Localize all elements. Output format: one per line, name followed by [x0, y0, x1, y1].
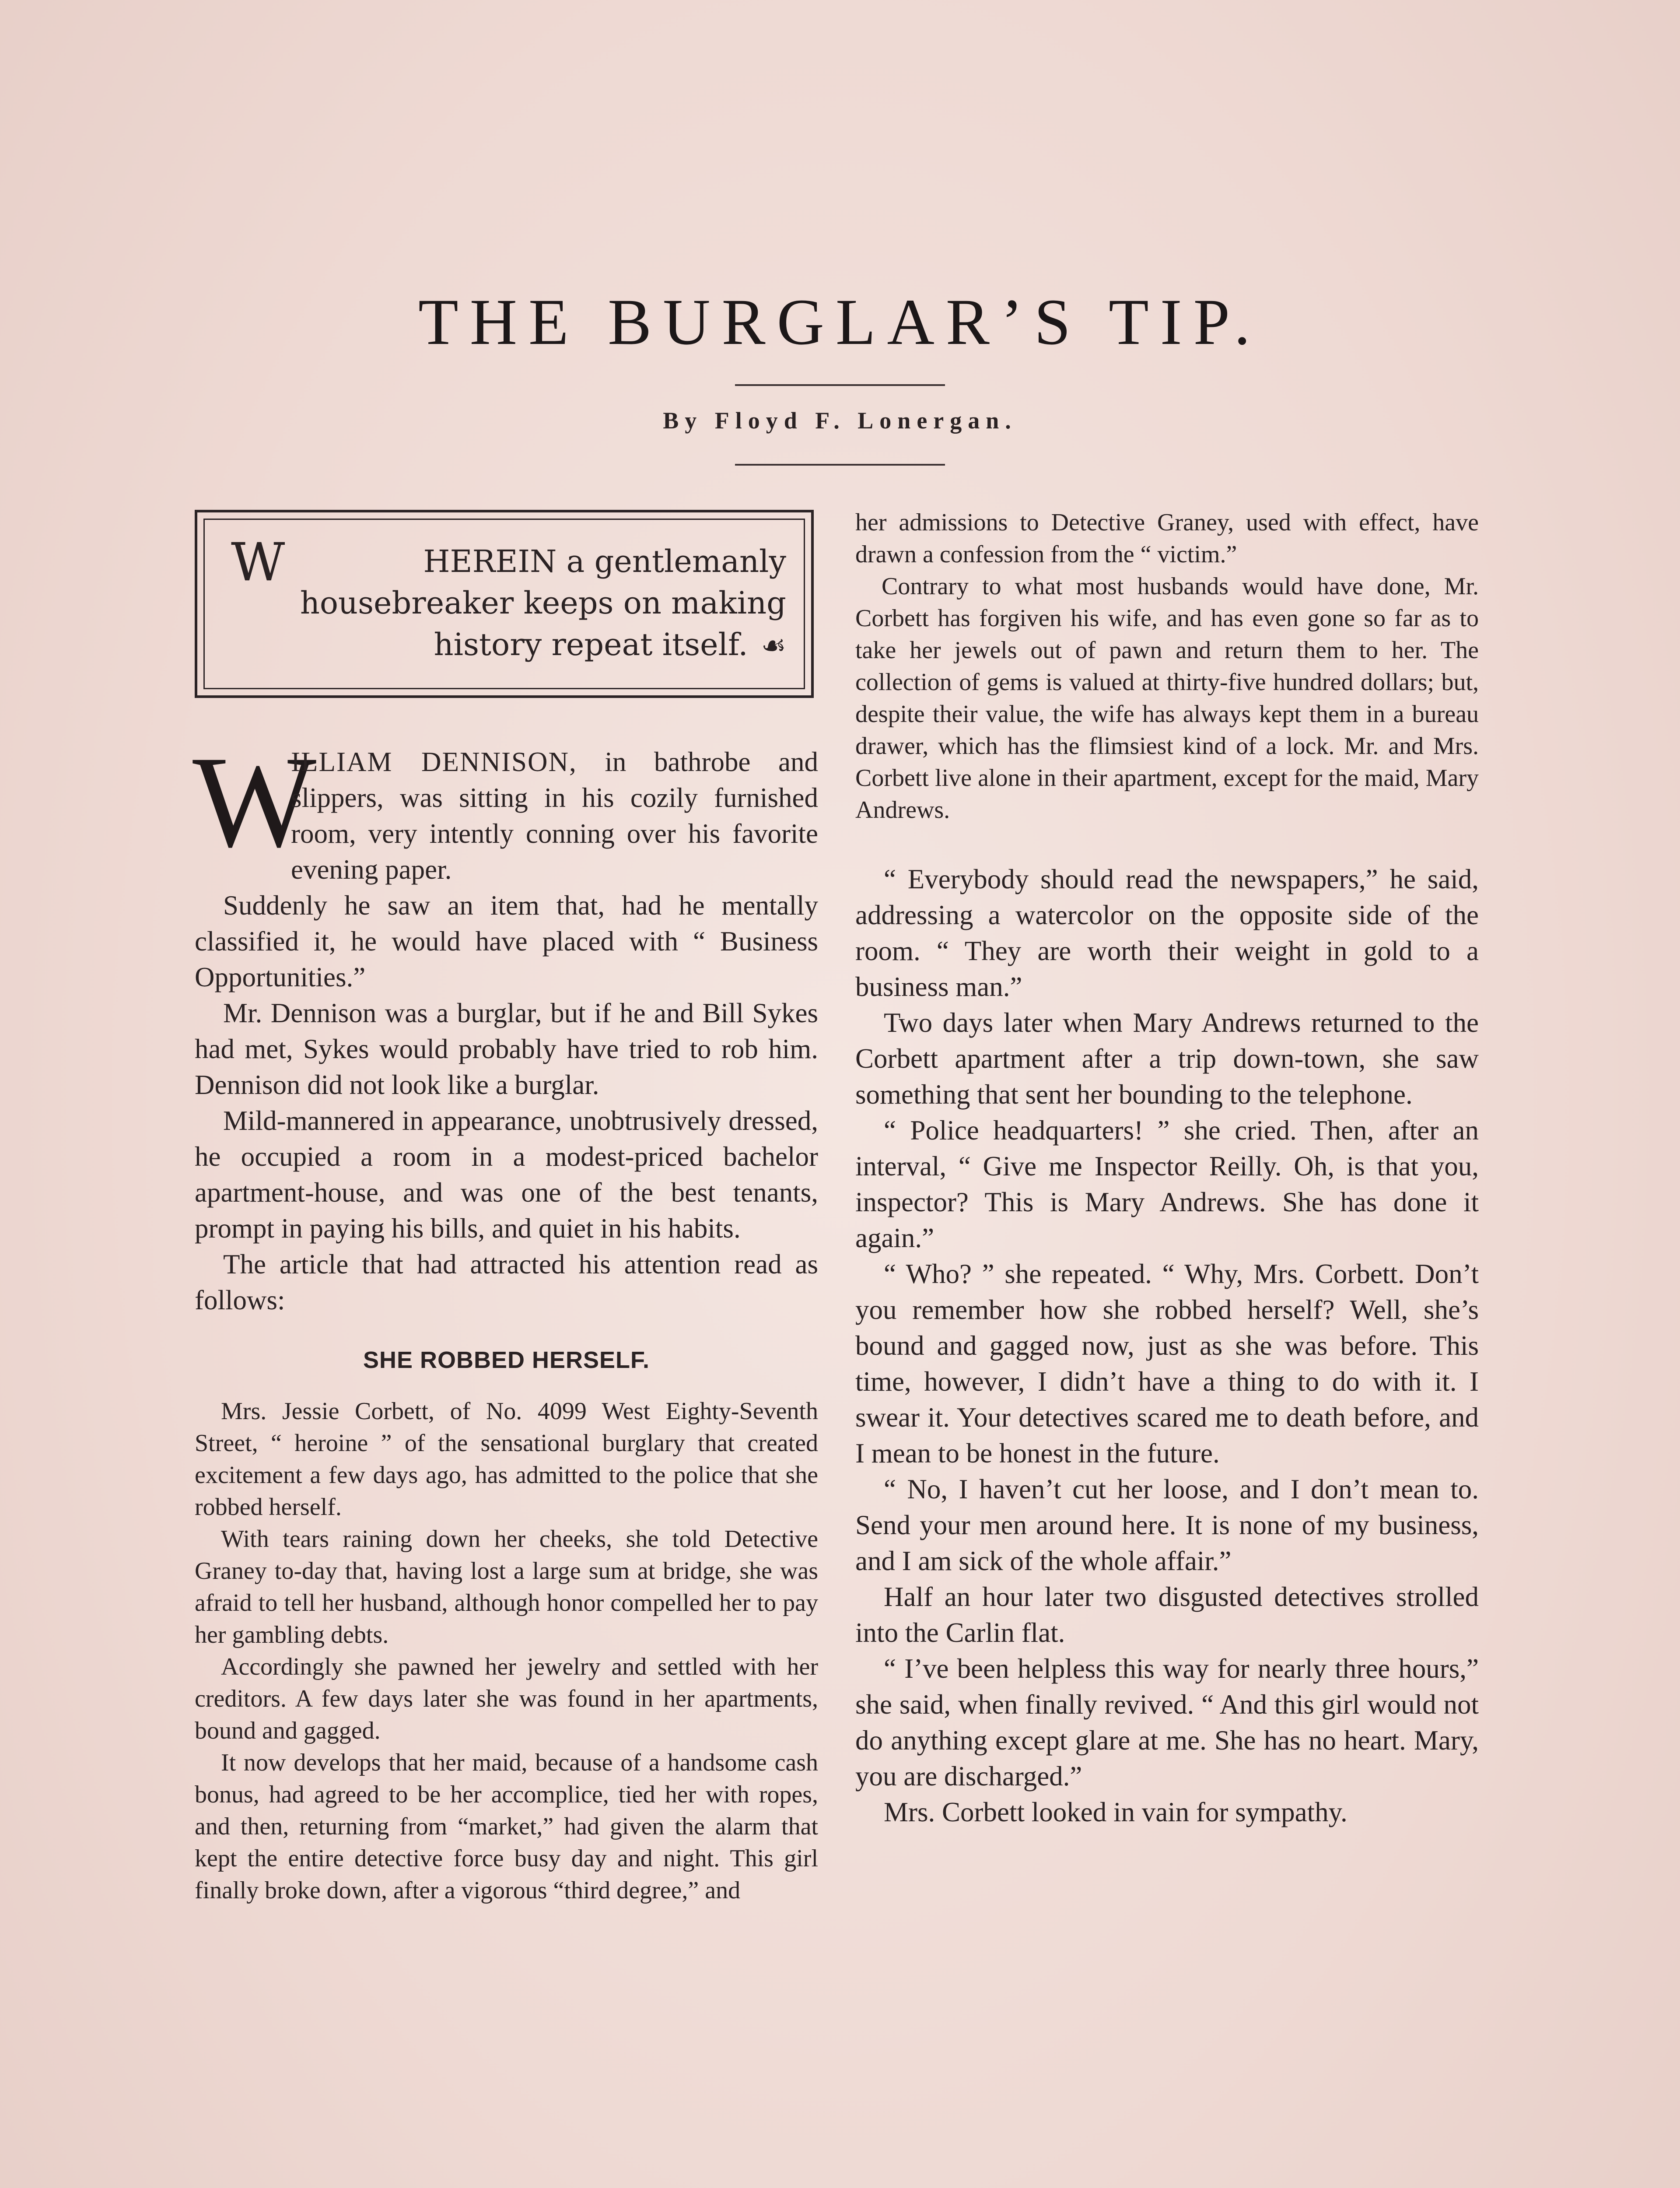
clipping-right — [855, 507, 1479, 826]
story-paragraph: Mr. Dennison was a burglar, but if he and Bill Sykes had met, Sykes would probably have tried to rob him. Dennison did not look like a burglar. — [195, 998, 818, 1100]
teaser-box — [195, 510, 814, 698]
story-paragraph: Two days later when Mary Andrews returned to the Corbett apartment after a trip down-town, she saw something that sent her bounding to the telephone. — [855, 1007, 1479, 1110]
story-paragraph: “ Who? ” she repeated. “ Why, Mrs. Corbett. Don’t you remember how she robbed herself? Well, she’s bound and gagged now, just as she was before. This time, however, I didn’t have a thing to do with it. I swear it. Your detectives scared me to death before, and I mean to be honest in the future. — [855, 1259, 1479, 1469]
story-paragraph: “ Everybody should read the newspapers,” he said, addressing a watercolor on the opposite side of the room. “ They are worth their weight in gold to a business man.” — [855, 864, 1479, 1002]
clipping-headline: SHE ROBBED HERSELF. — [363, 1347, 650, 1373]
first-paragraph-rest: in bathrobe and slippers, was sitting in his cozily furnished room, very intently conning over his favorite evening paper. — [291, 747, 819, 885]
clipping-paragraph: Contrary to what most husbands would have done, Mr. Corbett has forgiven his wife, and has even gone so far as to take her jewels out of pawn and return them to her. The collection of gems is valued at thirty-five hundred dollars; but, despite their value, the wife has always kept them in a bureau drawer, which has the flimsiest kind of a lock. Mr. and Mrs. Corbett live alone in their apartment, except for the maid, Mary Andrews. — [855, 573, 1479, 824]
clipping-paragraph: With tears raining down her cheeks, she told Detective Graney to-day that, having lost a large sum at bridge, she was afraid to tell her husband, although honor compelled her to pay her gambling debts. — [195, 1525, 818, 1648]
clipping-paragraph: Mrs. Jessie Corbett, of No. 4099 West Eighty-Seventh Street, “ heroine ” of the sensational burglary that created excitement a few days ago, has admitted to the police that she robbed herself. — [195, 1398, 818, 1521]
story-paragraph: The article that had attracted his attention read as follows: — [195, 1249, 818, 1315]
teaser-text — [231, 541, 786, 667]
fleuron-ornament-icon: ☙ — [761, 630, 786, 662]
story-paragraph: Half an hour later two disgusted detectives strolled into the Carlin flat. — [855, 1581, 1479, 1648]
drop-cap: W — [192, 729, 317, 874]
first-words: ILLIAM DENNISON, — [291, 747, 577, 777]
story-paragraph: “ Police headquarters! ” she cried. Then, after an interval, “ Give me Inspector Reilly. Oh, is that you, inspector? This is Mary Andrews. She has done it again.” — [855, 1115, 1479, 1253]
story-paragraph: Mrs. Corbett looked in vain for sympathy. — [884, 1797, 1348, 1827]
clipping-left — [195, 1396, 818, 1907]
clipping-paragraph: It now develops that her maid, because of a handsome cash bonus, had agreed to be her accomplice, tied her with ropes, and then, returning from “market,” had given the alarm that kept the entire detective force busy day and night. This girl finally broke down, after a vigorous “third degree,” and — [195, 1749, 818, 1904]
title-rule-top — [735, 384, 945, 386]
clipping-paragraph: Accordingly she pawned her jewelry and settled with her creditors. A few days later she was found in her apartments, bound and gagged. — [195, 1653, 818, 1744]
right-column — [855, 507, 1479, 1830]
story-paragraph: “ I’ve been helpless this way for nearly three hours,” she said, when finally revived. “ And this girl would not do anything except glare at me. She has no heart. Mary, you are discharged.” — [855, 1653, 1479, 1792]
story-title: THE BURGLAR’S TIP. — [418, 286, 1262, 358]
teaser-inner-frame — [203, 519, 805, 689]
story-paragraph: “ No, I haven’t cut her loose, and I don’t mean to. Send your men around here. It is none of my business, and I am sick of the whole affair.” — [855, 1474, 1479, 1576]
left-column-story — [192, 729, 819, 1907]
story-paragraph: Suddenly he saw an item that, had he mentally classified it, he would have placed with “ Business Opportunities.” — [195, 890, 818, 992]
story-paragraph: Mild-mannered in appearance, unobtrusively dressed, he occupied a room in a modest-priced bachelor apartment-house, and was one of the best tenants, prompt in paying his bills, and quiet in his habits. — [195, 1105, 818, 1244]
clipping-paragraph: her admissions to Detective Graney, used with effect, have drawn a confession from the “ victim.” — [855, 509, 1479, 568]
section-gap — [855, 826, 1479, 861]
byline: By Floyd F. Lonergan. — [663, 407, 1017, 434]
teaser-initial: W — [231, 532, 285, 593]
teaser-body: HEREIN a gentlemanly housebreaker keeps on making history repeat itself. — [300, 543, 786, 663]
title-rule-bottom — [735, 464, 945, 466]
story-continued — [855, 861, 1479, 1830]
opening-paragraph — [192, 729, 819, 887]
